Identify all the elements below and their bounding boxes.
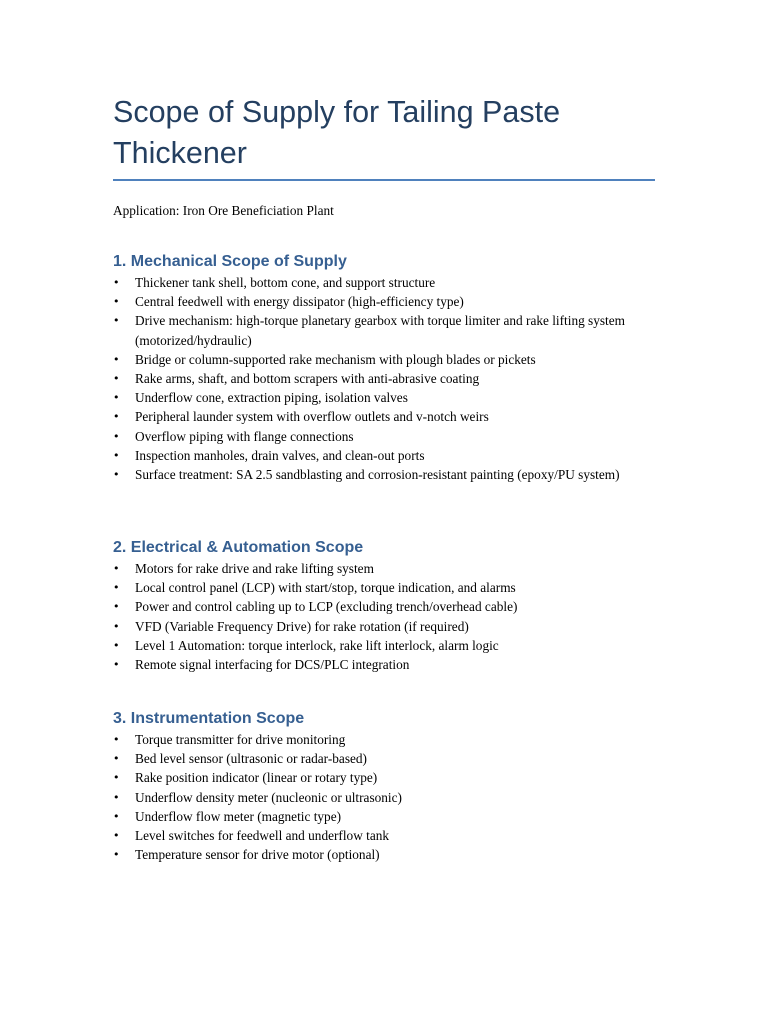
bullet-icon: • [113,468,120,482]
bullet-icon: • [113,562,120,575]
bullet-icon: • [113,295,120,309]
bullet-icon: • [113,429,120,443]
list-item: • Local control panel (LCP) with start/stop, torque indication, and alarms [113,578,645,597]
list-item: • Thickener tank shell, bottom cone, and support structure [113,273,645,292]
list-item: • Rake arms, shaft, and bottom scrapers with anti-abrasive coating [113,369,645,388]
list-item: • Torque transmitter for drive monitoring [113,730,645,749]
bullet-icon: • [113,809,120,823]
list-item: • Central feedwell with energy dissipator (high-efficiency type) [113,292,645,311]
list-item: • Bridge or column-supported rake mechanism with plough blades or pickets [113,350,645,369]
list-item: • Bed level sensor (ultrasonic or radar-based) [113,749,645,768]
bullet-icon: • [113,581,120,595]
list-item: • Level switches for feedwell and underflow tank [113,826,645,845]
bullet-icon: • [113,658,120,672]
bullet-icon: • [113,619,120,633]
bullet-icon: • [113,314,120,328]
list-item: • Motors for rake drive and rake lifting system [113,559,645,578]
bullet-icon: • [113,733,120,746]
section-heading-electrical: 2. Electrical & Automation Scope [113,539,364,556]
bullet-icon: • [113,638,120,652]
list-item: • Remote signal interfacing for DCS/PLC integration [113,655,645,674]
list-item: • Inspection manholes, drain valves, and clean-out ports [113,446,645,465]
list-item: • Temperature sensor for drive motor (optional) [113,845,645,864]
list-item: • Power and control cabling up to LCP (excluding trench/overhead cable) [113,597,645,616]
list-item: • Underflow flow meter (magnetic type) [113,807,645,826]
section-heading-instrumentation: 3. Instrumentation Scope [113,710,305,727]
bullet-icon: • [113,372,120,386]
bullet-icon: • [113,829,120,843]
section-instrumentation [113,708,673,864]
list-electrical [113,559,673,674]
list-item: • Surface treatment: SA 2.5 sandblasting and corrosion-resistant painting (epoxy/PU system) [113,465,645,484]
list-item: • Underflow cone, extraction piping, isolation valves [113,388,645,407]
bullet-icon: • [113,752,120,766]
list-item: • VFD (Variable Frequency Drive) for rake rotation (if required) [113,617,645,636]
list-item: • Overflow piping with flange connections [113,427,645,446]
bullet-icon: • [113,352,120,366]
section-electrical [113,537,673,674]
section-heading-mechanical: 1. Mechanical Scope of Supply [113,253,347,270]
application-line: Application: Iron Ore Beneficiation Plant [113,203,334,218]
bullet-icon: • [113,771,120,785]
section-mechanical [113,251,673,484]
bullet-icon: • [113,276,120,289]
list-item: • Rake position indicator (linear or rotary type) [113,768,645,787]
bullet-icon: • [113,410,120,424]
bullet-icon: • [113,848,120,862]
list-mechanical [113,273,673,484]
page-title: Scope of Supply for Tailing Paste Thickener [113,95,561,170]
list-item: • Peripheral launder system with overflow outlets and v-notch weirs [113,407,645,426]
list-item: • Drive mechanism: high-torque planetary gearbox with torque limiter and rake lifting system (motorized/hydraulic) [113,313,625,348]
list-instrumentation [113,730,673,864]
bullet-icon: • [113,600,120,614]
bullet-icon: • [113,448,120,462]
bullet-icon: • [113,391,120,405]
list-item: • Underflow density meter (nucleonic or ultrasonic) [113,788,645,807]
bullet-icon: • [113,790,120,804]
list-item: • Level 1 Automation: torque interlock, rake lift interlock, alarm logic [113,636,645,655]
title-underline [113,179,655,181]
